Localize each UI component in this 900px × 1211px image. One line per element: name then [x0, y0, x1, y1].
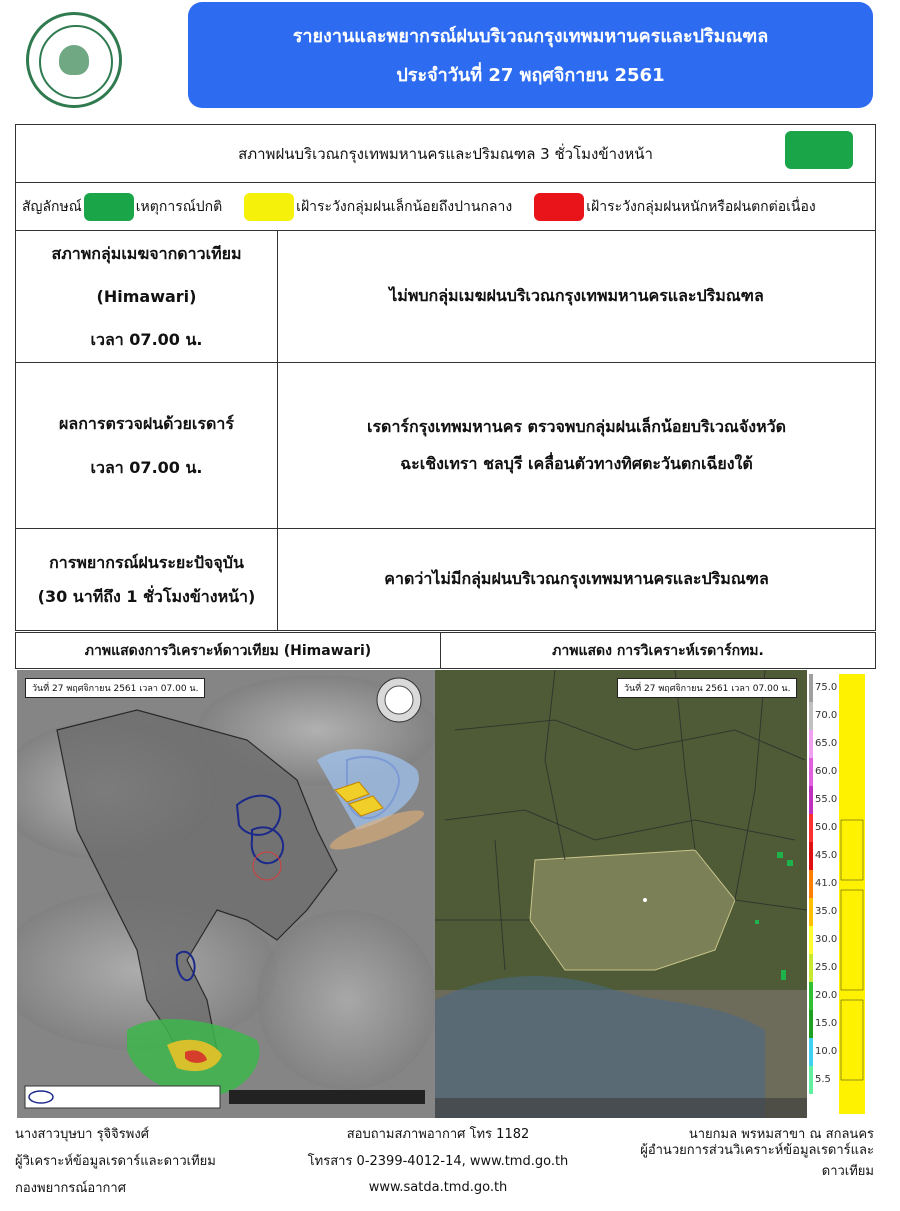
radar-scale-label: 70.0 [809, 702, 837, 730]
status-indicator [785, 131, 853, 169]
radar-label-2: เวลา 07.00 น. [90, 457, 203, 477]
report-table [15, 124, 876, 631]
radar-row [16, 363, 876, 529]
radar-map [435, 670, 871, 1118]
satda-website[interactable]: www.satda.tmd.go.th [368, 1179, 508, 1195]
satellite-timestamp: วันที่ 27 พฤศจิกายน 2561 เวลา 07.00 น. [25, 678, 205, 698]
legend-swatch-red [534, 193, 584, 221]
satellite-value: ไม่พบกลุ่มเมฆฝนบริเวณกรุงเทพมหานครและปริมณฑล [389, 286, 764, 306]
radar-scale-label: 55.0 [809, 786, 837, 814]
radar-scale-label: 10.0 [809, 1038, 837, 1066]
report-banner [188, 2, 873, 108]
report-title: รายงานและพยากรณ์ฝนบริเวณกรุงเทพมหานครและปริมณฑล [292, 26, 769, 47]
radar-scale-label: 45.0 [809, 842, 837, 870]
director-title: ผู้อำนวยการส่วนวิเคราะห์ข้อมูลเรดาร์และดาวเทียม [640, 1143, 874, 1179]
analyst-title: ผู้วิเคราะห์ข้อมูลเรดาร์และดาวเทียม [15, 1153, 216, 1169]
nowcast-value: คาดว่าไม่มีกลุ่มฝนบริเวณกรุงเทพมหานครและปริมณฑล [384, 569, 769, 589]
satellite-label-2: (Himawari) [96, 286, 197, 306]
radar-value-1: เรดาร์กรุงเทพมหานคร ตรวจพบกลุ่มฝนเล็กน้อยบริเวณจังหวัด [366, 416, 786, 436]
radar-scale-label: 15.0 [809, 1010, 837, 1038]
radar-label-1: ผลการตรวจฝนด้วยเรดาร์ [59, 414, 234, 434]
legend-text-light: เฝ้าระวังกลุ่มฝนเล็กน้อยถึงปานกลาง [296, 198, 513, 215]
radar-scale-label: 20.0 [809, 982, 837, 1010]
legend-text-heavy: เฝ้าระวังกลุ่มฝนหนักหรือฝนตกต่อเนื่อง [586, 198, 816, 215]
radar-scale-label: 35.0 [809, 898, 837, 926]
inquiry-phone: สอบถามสภาพอากาศ โทร 1182 [346, 1126, 530, 1142]
satellite-row [16, 231, 876, 363]
radar-scale-label: 5.5 [809, 1066, 837, 1094]
satellite-label-3: เวลา 07.00 น. [90, 330, 203, 350]
legend-label: สัญลักษณ์ [22, 198, 82, 215]
radar-scale-label: 60.0 [809, 758, 837, 786]
radar-scale-label: 65.0 [809, 730, 837, 758]
legend [22, 193, 869, 221]
caption-table [15, 632, 876, 669]
radar-scale-label: 41.0 [809, 870, 837, 898]
radar-timestamp: วันที่ 27 พฤศจิกายน 2561 เวลา 07.00 น. [617, 678, 797, 698]
radar-image [435, 670, 871, 1118]
status-title: สภาพฝนบริเวณกรุงเทพมหานครและปริมณฑล 3 ชั่วโมงข้างหน้า [238, 144, 653, 163]
footer [15, 1124, 876, 1205]
nowcast-label-1: การพยากรณ์ฝนระยะปัจจุบัน [49, 552, 244, 572]
radar-scale-label: 75.0 [809, 674, 837, 702]
legend-row [16, 183, 876, 231]
analyst-name: นางสาวบุษบา รุจิจิรพงศ์ [15, 1126, 149, 1142]
legend-swatch-green [84, 193, 134, 221]
department-name: กองพยากรณ์อากาศ [15, 1180, 126, 1196]
caption-satellite: ภาพแสดงการวิเคราะห์ดาวเทียม (Himawari) [16, 633, 441, 669]
tmd-logo [26, 12, 122, 108]
caption-radar: ภาพแสดง การวิเคราะห์เรดาร์กทม. [441, 633, 876, 669]
legend-swatch-yellow [244, 193, 294, 221]
radar-scale-label: 30.0 [809, 926, 837, 954]
satellite-label-1: สภาพกลุ่มเมฆจากดาวเทียม [51, 243, 242, 263]
nowcast-row [16, 529, 876, 631]
satellite-map [17, 670, 435, 1118]
nowcast-label-2: (30 นาทีถึง 1 ชั่วโมงข้างหน้า) [37, 586, 256, 606]
radar-scale-label: 25.0 [809, 954, 837, 982]
radar-value-2: ฉะเชิงเทรา ชลบุรี เคลื่อนตัวทางทิศตะวันตกเฉียงใต้ [400, 453, 753, 473]
status-row [16, 125, 876, 183]
footer-row [15, 1143, 876, 1179]
fax-website[interactable]: โทรสาร 0-2399-4012-14, www.tmd.go.th [307, 1153, 569, 1169]
legend-text-normal: เหตุการณ์ปกติ [135, 198, 223, 215]
report-date: ประจำวันที่ 27 พฤศจิกายน 2561 [396, 65, 665, 86]
radar-scale [809, 674, 837, 1094]
radar-scale-label: 50.0 [809, 814, 837, 842]
satellite-image [17, 670, 435, 1118]
director-name: นายกมล พรหมสาขา ณ สกลนคร [688, 1126, 874, 1142]
